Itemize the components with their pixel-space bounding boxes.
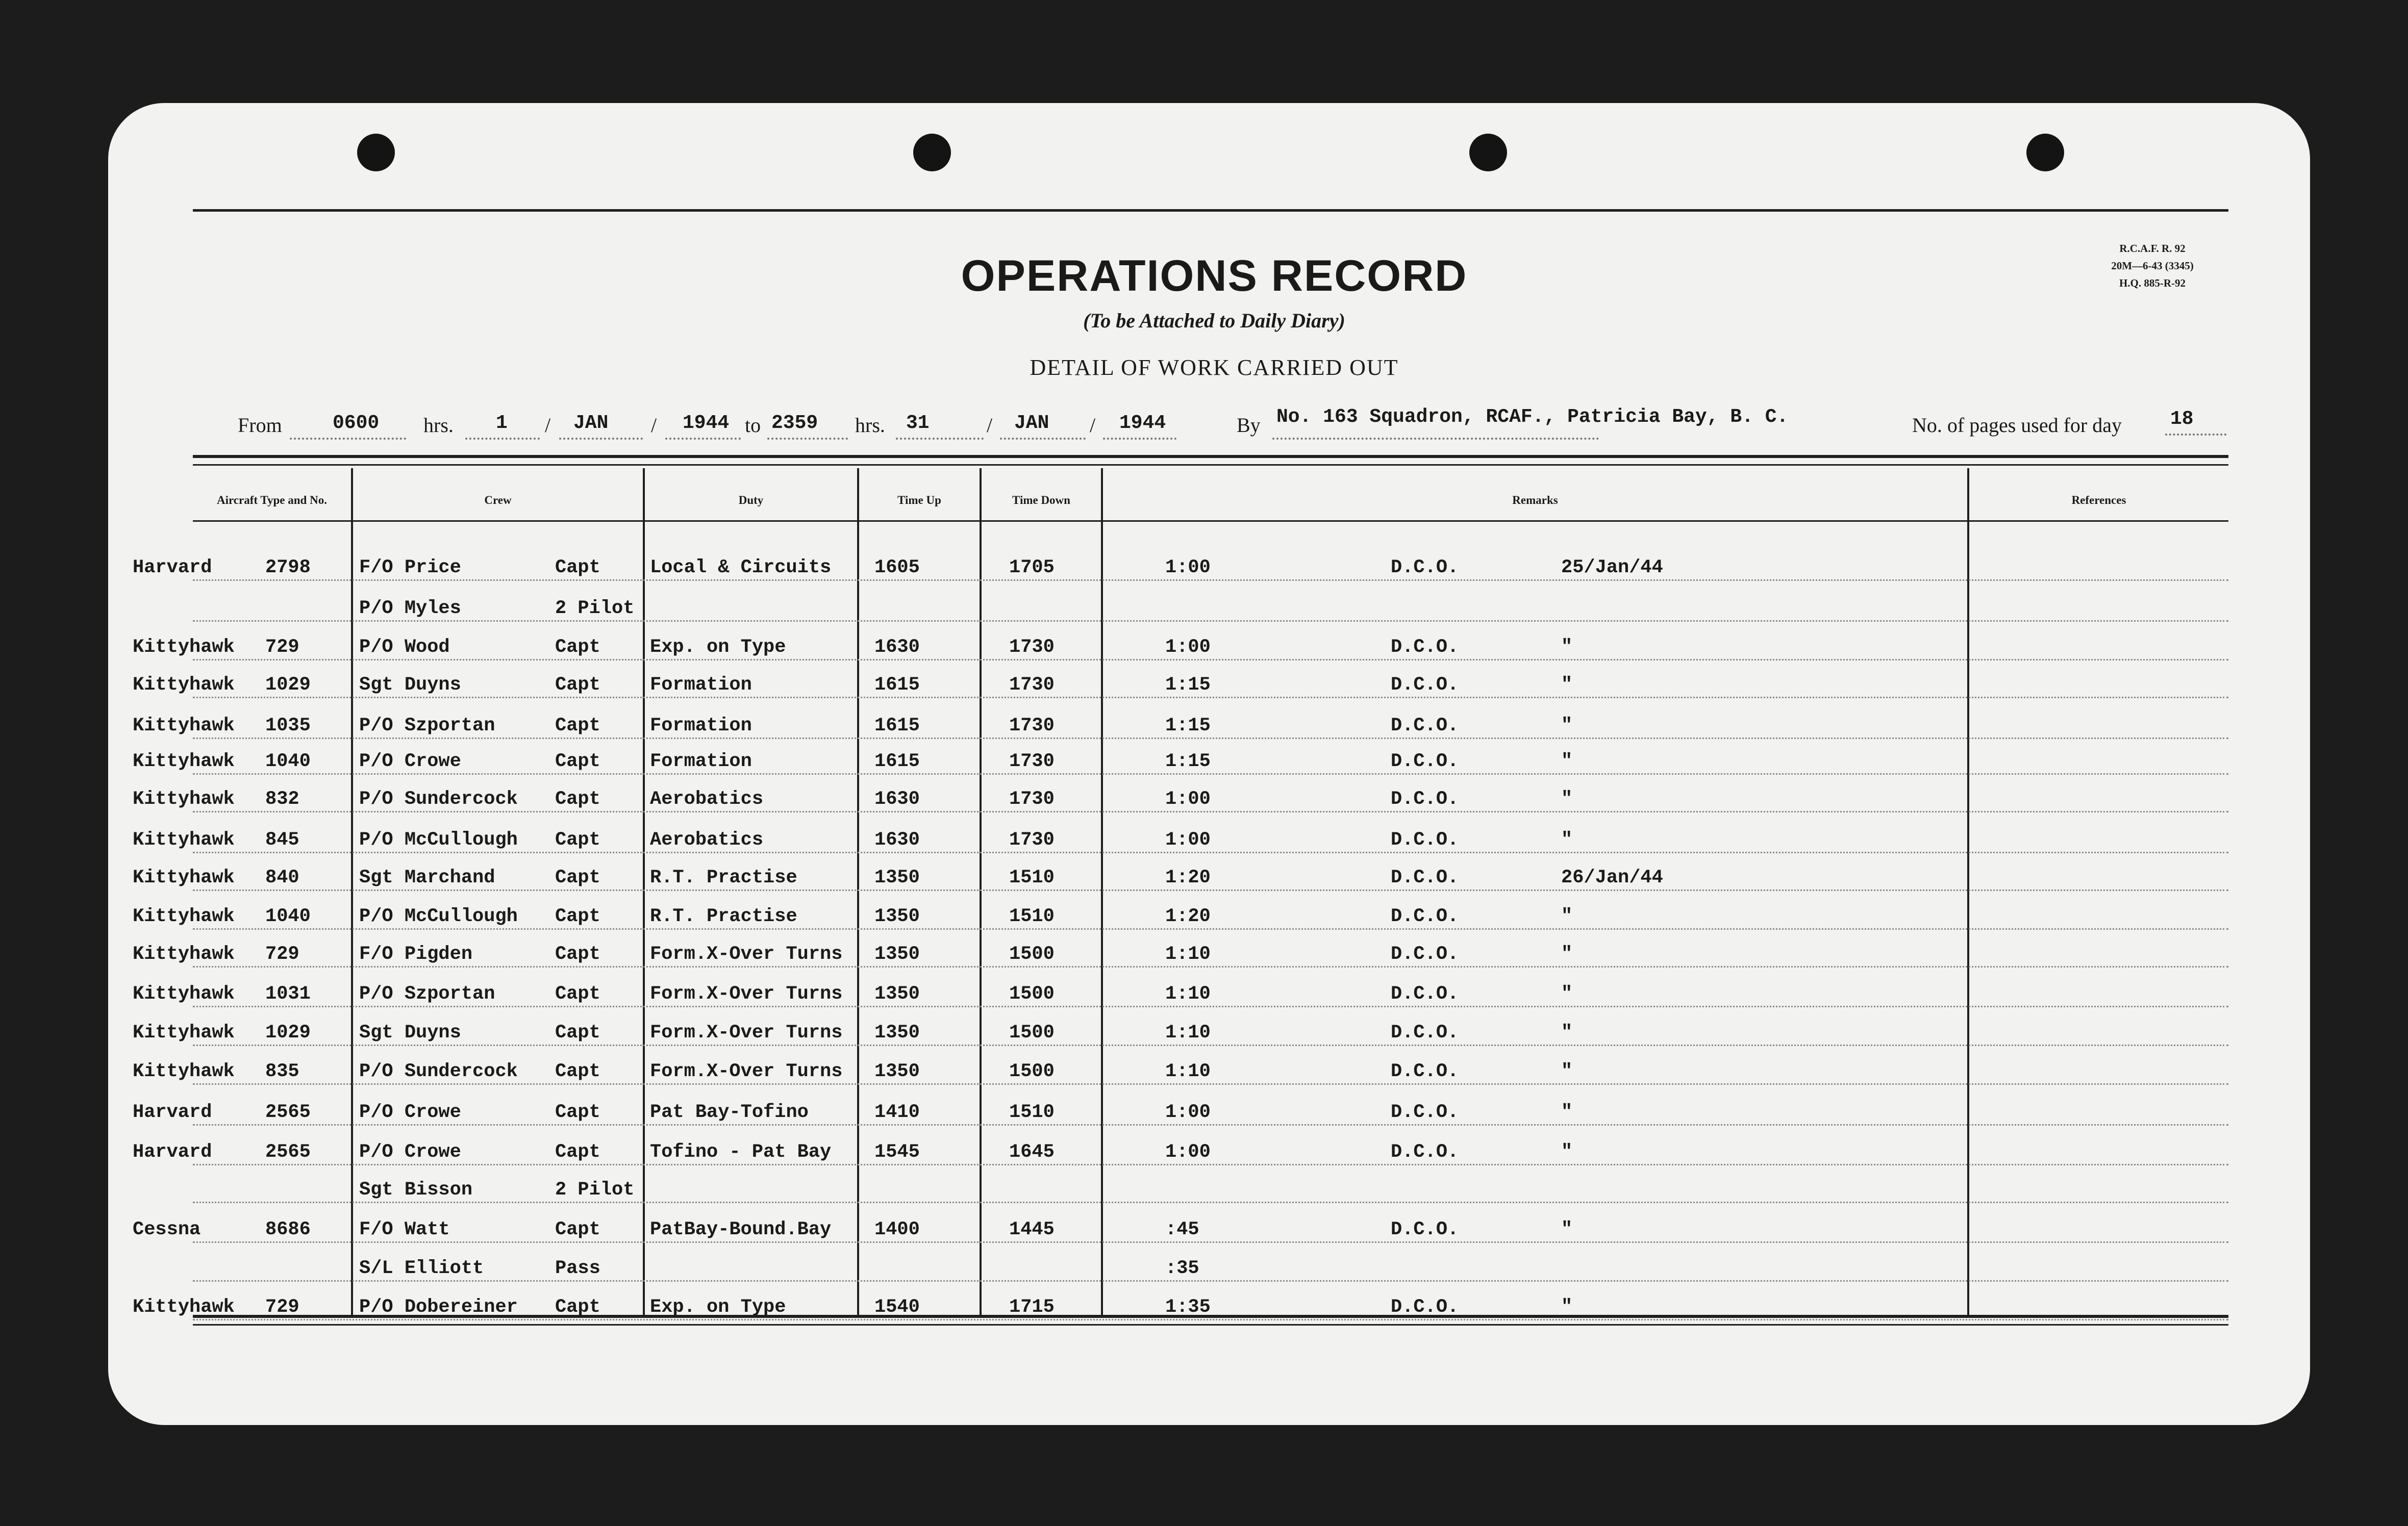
crew-name: P/O McCullough: [359, 829, 518, 851]
time-up: 1605: [874, 557, 920, 578]
remark-date: ": [1561, 1141, 1573, 1163]
time-up: 1630: [874, 829, 920, 851]
time-down: 1510: [1009, 906, 1055, 927]
table-top-rule: [193, 455, 2228, 458]
crew-role: Capt: [555, 944, 600, 965]
crew-role: Capt: [555, 829, 600, 851]
remark-code: D.C.O.: [1391, 1022, 1459, 1044]
remark-code: D.C.O.: [1391, 751, 1459, 772]
duty: Formation: [650, 674, 752, 696]
remark-date: ": [1561, 983, 1573, 1005]
crew-role: Pass: [555, 1258, 600, 1279]
row-line: [193, 659, 2228, 660]
from-time: 0600: [333, 412, 380, 434]
crew-name: P/O Wood: [359, 637, 450, 658]
duty: Form.X-Over Turns: [650, 1061, 843, 1082]
pages-count: 18: [2170, 408, 2194, 430]
duty: Tofino - Pat Bay: [650, 1141, 832, 1163]
aircraft-number: 729: [265, 1296, 299, 1318]
crew-role: Capt: [555, 674, 600, 696]
remark-code: D.C.O.: [1391, 867, 1459, 888]
row-line: [193, 579, 2228, 581]
remark-date: ": [1561, 637, 1573, 658]
remark-code: D.C.O.: [1391, 1102, 1459, 1123]
time-up: 1400: [874, 1219, 920, 1240]
remark-code: D.C.O.: [1391, 637, 1459, 658]
crew-name: Sgt Bisson: [359, 1179, 473, 1201]
binder-hole: [1469, 134, 1507, 171]
remark-date: ": [1561, 944, 1573, 965]
aircraft-number: 1029: [265, 674, 311, 696]
table-bottom-rule-thin: [193, 1324, 2228, 1326]
flying-hours: 1:20: [1165, 867, 1211, 888]
flying-hours: :45: [1165, 1219, 1199, 1240]
time-up: 1545: [874, 1141, 920, 1163]
crew-name: P/O Crowe: [359, 1141, 461, 1163]
fill-line: [665, 438, 741, 440]
aircraft-number: 1035: [265, 715, 311, 736]
time-down: 1645: [1009, 1141, 1055, 1163]
time-up: 1630: [874, 789, 920, 810]
col-header-time-down: Time Down: [1012, 494, 1070, 506]
aircraft-type: Kittyhawk: [133, 637, 235, 658]
column-divider: [1967, 468, 1969, 1315]
crew-name: Sgt Duyns: [359, 1022, 461, 1044]
remark-date: ": [1561, 1102, 1573, 1123]
remark-date: ": [1561, 829, 1573, 851]
flying-hours: 1:10: [1165, 1061, 1211, 1082]
row-line: [193, 1006, 2228, 1007]
crew-name: P/O Sundercock: [359, 1061, 518, 1082]
remark-code: D.C.O.: [1391, 1061, 1459, 1082]
flying-hours: 1:10: [1165, 983, 1211, 1005]
col-header-crew: Crew: [484, 494, 512, 506]
time-up: 1615: [874, 751, 920, 772]
time-up: 1410: [874, 1102, 920, 1123]
flying-hours: 1:00: [1165, 1141, 1211, 1163]
row-line: [193, 928, 2228, 930]
column-divider: [980, 468, 982, 1315]
flying-hours: 1:00: [1165, 557, 1211, 578]
row-line: [193, 1083, 2228, 1085]
column-divider: [351, 468, 353, 1315]
aircraft-number: 2798: [265, 557, 311, 578]
crew-name: S/L Elliott: [359, 1258, 484, 1279]
remark-code: D.C.O.: [1391, 944, 1459, 965]
to-day: 31: [906, 412, 930, 434]
remark-code: D.C.O.: [1391, 557, 1459, 578]
fill-line: [767, 438, 848, 440]
fill-line: [1272, 438, 1599, 440]
row-line: [193, 1045, 2228, 1046]
top-rule: [193, 209, 2228, 212]
duty: Exp. on Type: [650, 637, 786, 658]
form-code: [2073, 240, 2231, 292]
crew-name: P/O Dobereiner: [359, 1296, 518, 1318]
time-down: 1730: [1009, 715, 1055, 736]
row-line: [193, 1164, 2228, 1165]
flying-hours: 1:20: [1165, 906, 1211, 927]
crew-role: Capt: [555, 983, 600, 1005]
aircraft-type: Kittyhawk: [133, 906, 235, 927]
column-divider: [857, 468, 859, 1315]
from-label: From: [238, 414, 282, 437]
crew-role: Capt: [555, 1022, 600, 1044]
duty: Pat Bay-Tofino: [650, 1102, 809, 1123]
col-header-aircraft: Aircraft Type and No.: [217, 494, 327, 506]
duty: R.T. Practise: [650, 906, 797, 927]
unit-name: No. 163 Squadron, RCAF., Patricia Bay, B. C.: [1276, 406, 1789, 428]
duty: Form.X-Over Turns: [650, 1022, 843, 1044]
time-down: 1500: [1009, 1022, 1055, 1044]
time-down: 1510: [1009, 1102, 1055, 1123]
col-header-time-up: Time Up: [897, 494, 941, 506]
table-top-rule-thin: [193, 464, 2228, 466]
row-line: [193, 737, 2228, 739]
duty: Exp. on Type: [650, 1296, 786, 1318]
crew-role: Capt: [555, 1219, 600, 1240]
crew-name: P/O Sundercock: [359, 789, 518, 810]
row-line: [193, 1319, 2228, 1320]
crew-name: F/O Price: [359, 557, 461, 578]
time-down: 1500: [1009, 944, 1055, 965]
row-line: [193, 773, 2228, 775]
time-down: 1500: [1009, 983, 1055, 1005]
time-up: 1350: [874, 906, 920, 927]
row-line: [193, 1241, 2228, 1243]
aircraft-number: 8686: [265, 1219, 311, 1240]
crew-name: Sgt Marchand: [359, 867, 495, 888]
slash: /: [987, 414, 993, 437]
duty: Formation: [650, 715, 752, 736]
time-down: 1510: [1009, 867, 1055, 888]
crew-role: Capt: [555, 751, 600, 772]
crew-role: Capt: [555, 715, 600, 736]
duty: Aerobatics: [650, 829, 764, 851]
aircraft-type: Kittyhawk: [133, 674, 235, 696]
time-down: 1445: [1009, 1219, 1055, 1240]
fill-line: [465, 438, 540, 440]
remark-date: 25/Jan/44: [1561, 557, 1663, 578]
by-label: By: [1237, 414, 1261, 437]
aircraft-number: 835: [265, 1061, 299, 1082]
remark-code: D.C.O.: [1391, 674, 1459, 696]
flying-hours: 1:00: [1165, 637, 1211, 658]
row-line: [193, 852, 2228, 853]
row-line: [193, 1124, 2228, 1126]
aircraft-number: 1031: [265, 983, 311, 1005]
time-down: 1730: [1009, 751, 1055, 772]
time-up: 1630: [874, 637, 920, 658]
aircraft-type: Kittyhawk: [133, 715, 235, 736]
from-year: 1944: [683, 412, 730, 434]
flying-hours: 1:15: [1165, 751, 1211, 772]
crew-role: Capt: [555, 867, 600, 888]
time-down: 1705: [1009, 557, 1055, 578]
crew-name: P/O Crowe: [359, 1102, 461, 1123]
aircraft-number: 729: [265, 637, 299, 658]
fill-line: [2165, 434, 2226, 436]
hrs-label: hrs.: [855, 414, 885, 437]
remark-date: ": [1561, 1061, 1573, 1082]
remark-date: ": [1561, 674, 1573, 696]
fill-line: [290, 438, 406, 440]
fill-line: [1103, 438, 1176, 440]
crew-role: Capt: [555, 1061, 600, 1082]
page-subtitle: (To be Attached to Daily Diary): [1083, 309, 1345, 332]
flying-hours: 1:10: [1165, 944, 1211, 965]
time-down: 1500: [1009, 1061, 1055, 1082]
remark-date: ": [1561, 906, 1573, 927]
aircraft-number: 2565: [265, 1141, 311, 1163]
binder-hole: [357, 134, 395, 171]
row-line: [193, 1202, 2228, 1203]
crew-role: 2 Pilot: [555, 598, 635, 619]
crew-name: P/O Crowe: [359, 751, 461, 772]
aircraft-number: 845: [265, 829, 299, 851]
row-line: [193, 620, 2228, 622]
aircraft-number: 2565: [265, 1102, 311, 1123]
time-up: 1615: [874, 674, 920, 696]
time-up: 1615: [874, 715, 920, 736]
crew-role: Capt: [555, 1296, 600, 1318]
aircraft-number: 1040: [265, 906, 311, 927]
aircraft-type: Harvard: [133, 1102, 212, 1123]
flying-hours: 1:00: [1165, 789, 1211, 810]
aircraft-type: Kittyhawk: [133, 1061, 235, 1082]
remark-code: D.C.O.: [1391, 789, 1459, 810]
aircraft-number: 1029: [265, 1022, 311, 1044]
aircraft-type: Kittyhawk: [133, 983, 235, 1005]
to-month: JAN: [1014, 412, 1049, 434]
aircraft-number: 840: [265, 867, 299, 888]
row-line: [193, 1280, 2228, 1282]
crew-name: P/O Szportan: [359, 983, 495, 1005]
flying-hours: 1:15: [1165, 674, 1211, 696]
remark-date: ": [1561, 789, 1573, 810]
crew-name: P/O McCullough: [359, 906, 518, 927]
remark-code: D.C.O.: [1391, 1219, 1459, 1240]
slash: /: [651, 414, 657, 437]
fill-line: [1000, 438, 1086, 440]
remark-date: ": [1561, 715, 1573, 736]
remark-code: D.C.O.: [1391, 715, 1459, 736]
crew-role: Capt: [555, 637, 600, 658]
row-line: [193, 811, 2228, 812]
flying-hours: 1:00: [1165, 829, 1211, 851]
col-header-remarks: Remarks: [1512, 494, 1558, 506]
from-day: 1: [496, 412, 508, 434]
aircraft-type: Harvard: [133, 557, 212, 578]
remark-code: D.C.O.: [1391, 1141, 1459, 1163]
crew-name: F/O Watt: [359, 1219, 450, 1240]
crew-role: Capt: [555, 1141, 600, 1163]
aircraft-number: 1040: [265, 751, 311, 772]
crew-name: P/O Myles: [359, 598, 461, 619]
row-line: [193, 966, 2228, 968]
slash: /: [545, 414, 551, 437]
from-month: JAN: [573, 412, 609, 434]
time-up: 1350: [874, 867, 920, 888]
time-up: 1540: [874, 1296, 920, 1318]
duty: R.T. Practise: [650, 867, 797, 888]
crew-role: Capt: [555, 1102, 600, 1123]
crew-name: F/O Pigden: [359, 944, 473, 965]
duty: Form.X-Over Turns: [650, 944, 843, 965]
crew-role: Capt: [555, 557, 600, 578]
duty: Local & Circuits: [650, 557, 832, 578]
crew-role: Capt: [555, 789, 600, 810]
column-divider: [1101, 468, 1103, 1315]
duty: Form.X-Over Turns: [650, 983, 843, 1005]
time-up: 1350: [874, 944, 920, 965]
binder-hole: [2026, 134, 2064, 171]
aircraft-type: Kittyhawk: [133, 1296, 235, 1318]
time-up: 1350: [874, 1061, 920, 1082]
row-line: [193, 889, 2228, 891]
aircraft-type: Kittyhawk: [133, 867, 235, 888]
remark-code: D.C.O.: [1391, 983, 1459, 1005]
remark-code: D.C.O.: [1391, 906, 1459, 927]
remark-date: 26/Jan/44: [1561, 867, 1663, 888]
form-code-line: H.Q. 885-R-92: [2119, 277, 2186, 289]
aircraft-type: Kittyhawk: [133, 789, 235, 810]
time-up: 1350: [874, 1022, 920, 1044]
flying-hours: 1:35: [1165, 1296, 1211, 1318]
flying-hours: 1:00: [1165, 1102, 1211, 1123]
flying-hours: :35: [1165, 1258, 1199, 1279]
crew-name: Sgt Duyns: [359, 674, 461, 696]
flying-hours: 1:15: [1165, 715, 1211, 736]
time-down: 1715: [1009, 1296, 1055, 1318]
flying-hours: 1:10: [1165, 1022, 1211, 1044]
to-label: to: [745, 414, 761, 437]
remark-date: ": [1561, 1022, 1573, 1044]
hrs-label: hrs.: [423, 414, 454, 437]
binder-hole: [913, 134, 951, 171]
detail-heading: DETAIL OF WORK CARRIED OUT: [1030, 355, 1399, 380]
page-title: OPERATIONS RECORD: [961, 251, 1468, 300]
duty: PatBay-Bound.Bay: [650, 1219, 832, 1240]
aircraft-type: Kittyhawk: [133, 944, 235, 965]
aircraft-type: Kittyhawk: [133, 1022, 235, 1044]
form-code-line: 20M—6-43 (3345): [2111, 260, 2194, 272]
col-header-duty: Duty: [738, 494, 764, 506]
duty: Aerobatics: [650, 789, 764, 810]
row-line: [193, 697, 2228, 698]
remark-code: D.C.O.: [1391, 829, 1459, 851]
remark-code: D.C.O.: [1391, 1296, 1459, 1318]
fill-line: [559, 438, 643, 440]
crew-role: 2 Pilot: [555, 1179, 635, 1201]
aircraft-number: 832: [265, 789, 299, 810]
aircraft-type: Kittyhawk: [133, 829, 235, 851]
pages-label: No. of pages used for day: [1912, 414, 2122, 437]
form-code-line: R.C.A.F. R. 92: [2119, 242, 2186, 255]
remark-date: ": [1561, 1219, 1573, 1240]
header-bottom-rule: [193, 520, 2228, 522]
to-time: 2359: [771, 412, 818, 434]
crew-name: P/O Szportan: [359, 715, 495, 736]
remark-date: ": [1561, 751, 1573, 772]
col-header-references: References: [2071, 494, 2126, 506]
aircraft-type: Kittyhawk: [133, 751, 235, 772]
aircraft-type: Cessna: [133, 1219, 201, 1240]
fill-line: [896, 438, 984, 440]
time-down: 1730: [1009, 789, 1055, 810]
remark-date: ": [1561, 1296, 1573, 1318]
column-divider: [643, 468, 645, 1315]
time-down: 1730: [1009, 829, 1055, 851]
aircraft-number: 729: [265, 944, 299, 965]
aircraft-type: Harvard: [133, 1141, 212, 1163]
crew-role: Capt: [555, 906, 600, 927]
slash: /: [1090, 414, 1096, 437]
to-year: 1944: [1119, 412, 1166, 434]
duty: Formation: [650, 751, 752, 772]
time-down: 1730: [1009, 674, 1055, 696]
time-down: 1730: [1009, 637, 1055, 658]
time-up: 1350: [874, 983, 920, 1005]
